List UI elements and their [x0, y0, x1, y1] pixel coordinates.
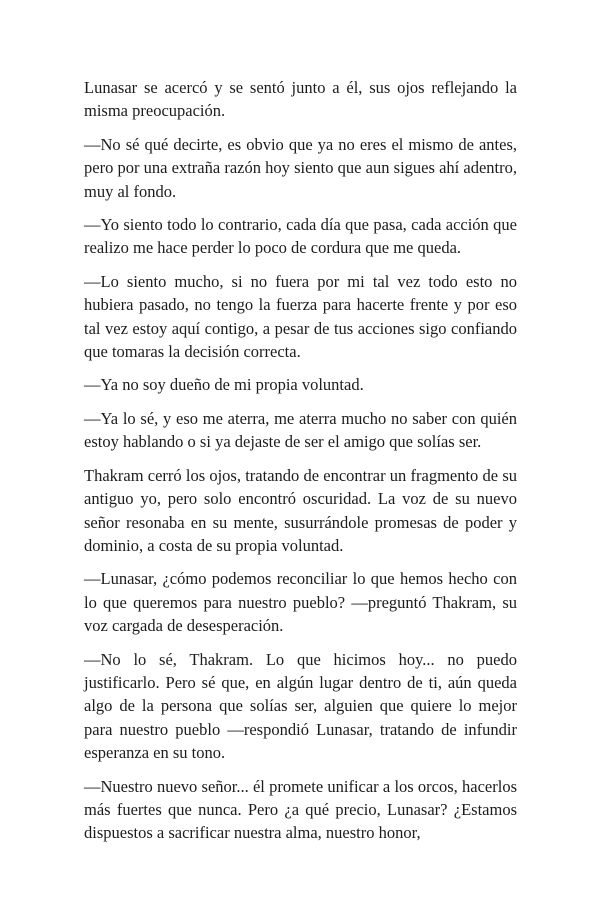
paragraph-10: —Nuestro nuevo señor... él promete unificar a los orcos, hacerlos más fuertes que nunca. Pero ¿a qué precio, Lunasar? ¿Estamos dispuestos a sacrificar nuestra alma, nuestro honor,: [84, 776, 517, 843]
paragraph-2: —No sé qué decirte, es obvio que ya no eres el mismo de antes, pero por una extraña razón hoy siento que aun sigues ahí adentro, muy al fondo.: [84, 134, 517, 201]
paragraph-7: Thakram cerró los ojos, tratando de encontrar un fragmento de su antiguo yo, pero solo encontró oscuridad. La voz de su nuevo señor resonaba en su mente, susurrándole promesas de poder y dominio, a costa de su propia voluntad.: [84, 465, 517, 555]
paragraph-5: —Ya no soy dueño de mi propia voluntad.: [84, 375, 364, 395]
paragraph-1: Lunasar se acercó y se sentó junto a él, sus ojos reflejando la misma preocupación.: [84, 78, 517, 121]
paragraph-8: —Lunasar, ¿cómo podemos reconciliar lo que hemos hecho con lo que queremos para nuestro pueblo? —preguntó Thakram, su voz cargada de desesperación.: [84, 569, 517, 636]
paragraph-3: —Yo siento todo lo contrario, cada día que pasa, cada acción que realizo me hace perder lo poco de cordura que me queda.: [84, 215, 517, 258]
paragraph-6: —Ya lo sé, y eso me aterra, me aterra mucho no saber con quién estoy hablando o si ya dejaste de ser el amigo que solías ser.: [84, 408, 517, 452]
paragraph-4: —Lo siento mucho, si no fuera por mi tal vez todo esto no hubiera pasado, no tengo la fuerza para hacerte frente y por eso tal vez estoy aquí contigo, a pesar de tus acciones sigo confiando que tomaras la decisión correcta.: [84, 271, 517, 362]
paragraph-9: —No lo sé, Thakram. Lo que hicimos hoy... no puedo justificarlo. Pero sé que, en algún lugar dentro de ti, aún queda algo de la persona que solías ser, alguien que quiere lo mejor para nuestro pueblo —respondió Lunasar, tratando de infundir esperanza en su tono.: [84, 649, 517, 763]
book-page-text: [84, 76, 517, 855]
